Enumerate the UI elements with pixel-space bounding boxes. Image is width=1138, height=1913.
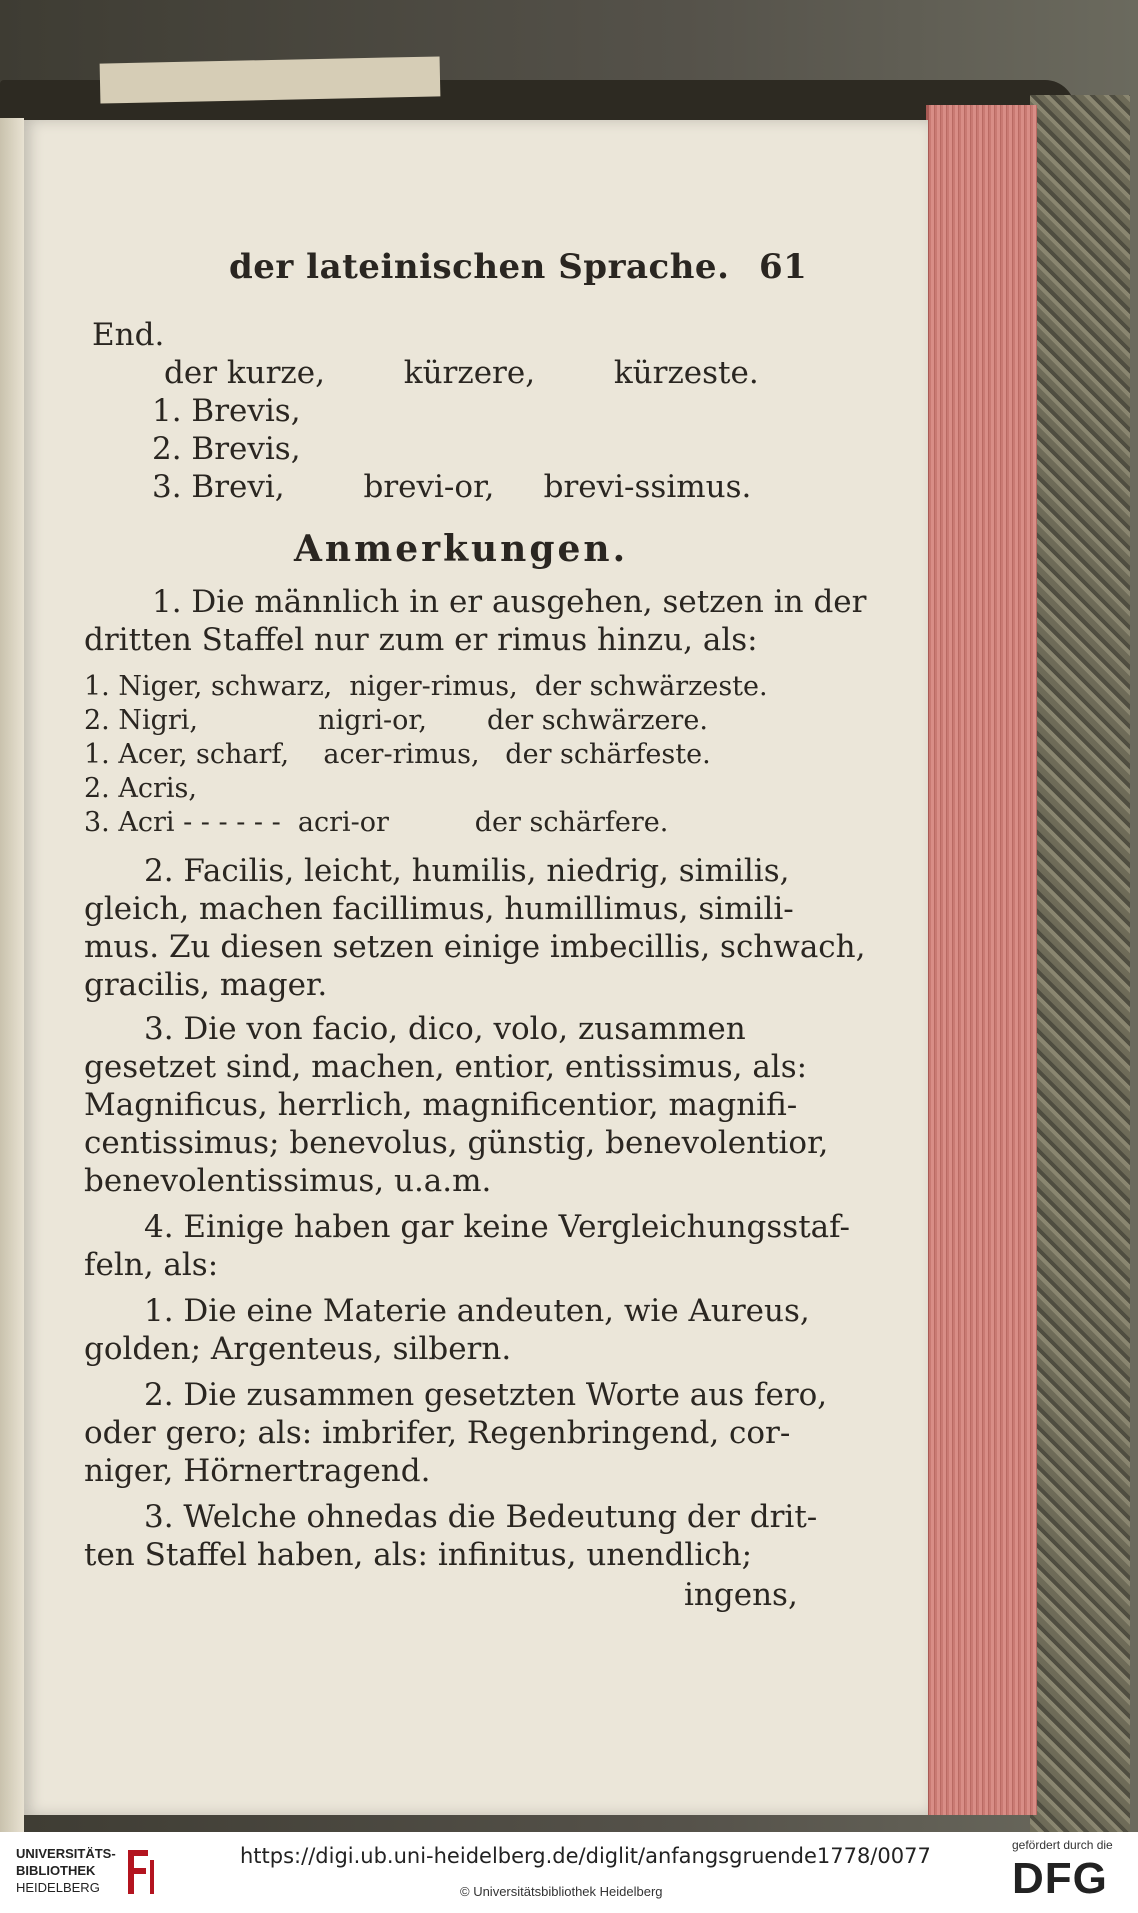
text-line: 2. Die zusammen gesetzten Worte aus fero,: [144, 1377, 828, 1413]
text-line: dritten Staffel nur zum er rimus hinzu, als:: [84, 622, 758, 658]
copyright-text: © Universitätsbibliothek Heidelberg: [460, 1884, 663, 1899]
page-number: 61: [759, 247, 808, 287]
text-line: 2. Brevis,: [152, 431, 301, 467]
text-line: mus. Zu diesen setzen einige imbecillis, schwach,: [84, 929, 866, 965]
text-line: 3. Acri - - - - - - acri-or der schärfere.: [84, 807, 669, 838]
book-cover-marbled: [1030, 95, 1130, 1832]
text-line: 2. Facilis, leicht, humilis, niedrig, similis,: [144, 853, 790, 889]
text-line: gesetzet sind, machen, entior, entissimus, als:: [84, 1049, 808, 1085]
text-line: benevolentissimus, u.a.m.: [84, 1163, 492, 1199]
text-line: 2. Nigri, nigri-or, der schwärzere.: [84, 705, 708, 736]
text-line: niger, Hörnertragend.: [84, 1453, 431, 1489]
running-title: der lateinischen Sprache.: [229, 247, 730, 287]
text-line: 4. Einige haben gar keine Vergleichungsstaf-: [144, 1209, 850, 1245]
section-heading: Anmerkungen.: [294, 528, 629, 570]
library-name-line: HEIDELBERG: [16, 1880, 100, 1895]
left-page-edge: [0, 118, 24, 1832]
text-line: gracilis, mager.: [84, 967, 328, 1003]
library-logo-icon: [120, 1846, 156, 1898]
text-line: golden; Argenteus, silbern.: [84, 1331, 512, 1367]
document-url-link[interactable]: https://digi.ub.uni-heidelberg.de/diglit/anfangsgruende1778/0077: [240, 1844, 931, 1868]
book-page: [24, 120, 928, 1815]
text-line: End.: [92, 317, 165, 353]
text-line: 3. Welche ohnedas die Bedeutung der drit-: [144, 1499, 818, 1535]
text-line: 1. Die eine Materie andeuten, wie Aureus,: [144, 1293, 810, 1329]
text-line: gleich, machen facillimus, humillimus, simili-: [84, 891, 794, 927]
text-line: 2. Acris,: [84, 773, 197, 804]
text-line: 1. Niger, schwarz, niger-rimus, der schwärzeste.: [84, 671, 768, 702]
text-line: Magnificus, herrlich, magnificentior, magnifi-: [84, 1087, 798, 1123]
text-line: ten Staffel haben, als: infinitus, unendlich;: [84, 1537, 753, 1573]
library-name-line: UNIVERSITÄTS-: [16, 1846, 116, 1861]
text-line: feln, als:: [84, 1247, 219, 1283]
text-line: 3. Brevi, brevi-or, brevi-ssimus.: [152, 469, 752, 505]
text-line: der kurze, kürzere, kürzeste.: [164, 355, 759, 391]
funding-note: gefördert durch die: [1012, 1838, 1113, 1852]
text-line: centissimus; benevolus, günstig, benevolentior,: [84, 1125, 829, 1161]
text-line: 1. Acer, scharf, acer-rimus, der schärfeste.: [84, 739, 711, 770]
footer-bar: [0, 1832, 1138, 1913]
shelf-label-strip: [100, 56, 441, 103]
text-line: 3. Die von facio, dico, volo, zusammen: [144, 1011, 746, 1047]
library-name-line: BIBLIOTHEK: [16, 1863, 96, 1878]
dfg-logo: DFG: [1012, 1854, 1108, 1903]
text-line: 1. Brevis,: [152, 393, 301, 429]
text-line: oder gero; als: imbrifer, Regenbringend, cor-: [84, 1415, 791, 1451]
text-line: 1. Die männlich in er ausgehen, setzen in der: [152, 584, 867, 620]
catchword: ingens,: [684, 1577, 798, 1613]
page-fore-edge: [926, 105, 1037, 1815]
